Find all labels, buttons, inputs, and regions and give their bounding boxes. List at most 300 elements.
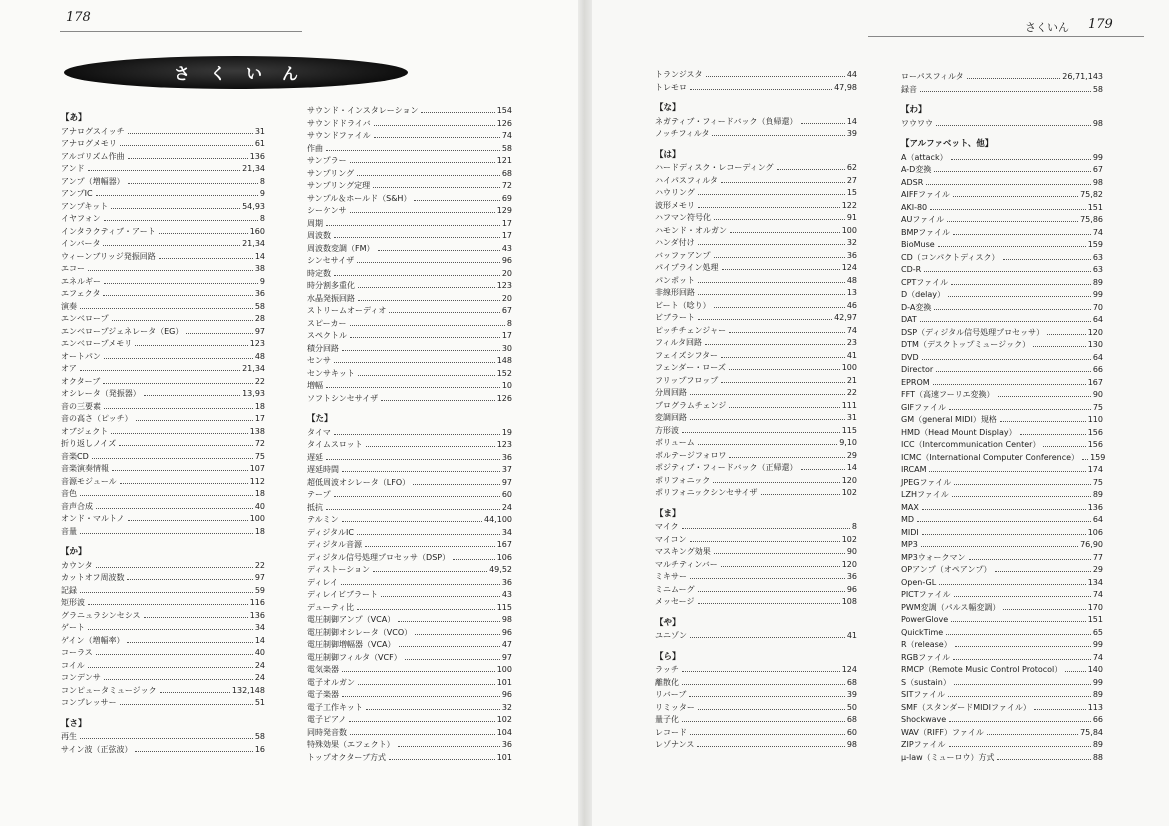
- index-entry: [61, 176, 265, 189]
- dot-leader: [104, 220, 258, 221]
- index-term: 抵抗: [307, 502, 323, 512]
- index-entry: [307, 627, 512, 640]
- index-entry: [655, 200, 857, 213]
- index-page-ref: 101: [496, 752, 512, 762]
- index-page-ref: 21,34: [242, 164, 265, 173]
- dot-leader: [955, 646, 1091, 647]
- index-term: MIDI: [901, 527, 919, 537]
- dot-leader: [358, 375, 495, 376]
- dot-leader: [930, 209, 1086, 210]
- dot-leader: [358, 684, 495, 685]
- index-page-ref: 14: [846, 116, 857, 126]
- index-page-ref: 21,34: [242, 364, 265, 373]
- index-entry: [61, 301, 265, 314]
- index-term: アンプキット: [61, 201, 109, 211]
- index-entry: [901, 364, 1103, 377]
- index-entry: [307, 230, 512, 243]
- index-page-ref: 100: [841, 225, 857, 235]
- dot-leader: [698, 603, 840, 604]
- index-term: ノッチフィルタ: [655, 129, 710, 138]
- index-page-ref: 122: [841, 200, 857, 210]
- index-page-ref: 97: [254, 326, 265, 336]
- dot-leader: [342, 521, 482, 522]
- index-page-ref: 107: [249, 464, 265, 473]
- index-entry: [307, 464, 512, 477]
- right-header-label: さくいん: [1025, 21, 1069, 34]
- index-term: レコード: [655, 727, 687, 737]
- index-entry: [307, 168, 512, 181]
- index-term: 積分回路: [307, 343, 339, 353]
- index-page-ref: 64: [1092, 315, 1103, 324]
- index-page-ref: 58: [254, 301, 265, 311]
- index-term: CD（コンパクトディスク）: [901, 252, 1000, 262]
- index-page-ref: 75,82: [1080, 190, 1103, 199]
- dot-leader: [357, 262, 500, 263]
- dot-leader: [144, 617, 248, 618]
- dot-leader: [938, 246, 1086, 247]
- dot-leader: [987, 734, 1078, 735]
- index-term: CPTファイル: [901, 277, 949, 287]
- index-page-ref: 100: [249, 514, 265, 523]
- dot-leader: [924, 271, 1091, 272]
- index-term: フリップフロップ: [655, 375, 719, 385]
- dot-leader: [697, 746, 844, 747]
- dot-leader: [1020, 434, 1086, 435]
- dot-leader: [135, 751, 252, 752]
- dot-leader: [801, 469, 845, 470]
- index-entry: [61, 744, 265, 757]
- index-term: ディレイ: [307, 577, 338, 587]
- index-entry: [307, 452, 512, 465]
- index-term: アンプIC: [61, 189, 93, 198]
- index-term: OPアンプ（オペアンプ）: [901, 565, 992, 574]
- index-term: 折り返しノイズ: [61, 439, 117, 448]
- index-entry: [901, 152, 1103, 165]
- index-page-ref: 89: [1092, 277, 1103, 287]
- index-entry: [901, 477, 1103, 490]
- index-entry: [61, 188, 265, 201]
- dot-leader: [399, 646, 500, 647]
- index-entry: [307, 368, 512, 381]
- index-term: GM（general MIDI）規格: [901, 415, 997, 424]
- index-entry: [307, 380, 512, 393]
- index-entry: [655, 300, 857, 313]
- index-entry: [307, 393, 512, 406]
- index-page-ref: 15: [846, 188, 857, 197]
- index-term: アルゴリズム作曲: [61, 151, 125, 161]
- section-heading: 【ら】: [655, 651, 681, 662]
- index-term: LZHファイル: [901, 490, 949, 499]
- dot-leader: [414, 200, 499, 201]
- dot-leader: [953, 234, 1091, 235]
- index-entry: [655, 630, 857, 643]
- index-entry: [61, 238, 265, 251]
- book-gutter: [578, 0, 592, 826]
- index-entry: [61, 476, 265, 489]
- dot-leader: [690, 578, 845, 579]
- dot-leader: [698, 207, 840, 208]
- index-term: 音源モジュール: [61, 476, 117, 486]
- index-entry: [307, 130, 512, 143]
- index-term: エンベロープジェネレータ（EG）: [61, 326, 184, 336]
- index-page-ref: 77: [1092, 552, 1103, 562]
- index-term: 非線形回路: [655, 288, 695, 297]
- dot-leader: [358, 300, 500, 301]
- index-term: 音量: [61, 526, 77, 536]
- index-entry: [901, 664, 1103, 677]
- index-term: フェンダー・ローズ: [655, 363, 726, 372]
- index-entry: [61, 376, 265, 389]
- index-term: 録音: [901, 84, 917, 94]
- dot-leader: [326, 150, 500, 151]
- index-page-ref: 17: [501, 331, 512, 340]
- index-page-ref: 75: [1092, 477, 1103, 487]
- index-term: トランジスタ: [655, 70, 703, 79]
- index-entry: [61, 585, 265, 598]
- index-entry: [655, 727, 857, 740]
- dot-leader: [334, 434, 500, 435]
- index-entry: [307, 218, 512, 231]
- index-page-ref: 174: [1087, 465, 1103, 474]
- index-term: ハイパスフィルタ: [655, 175, 718, 185]
- index-page-ref: 138: [249, 426, 265, 436]
- index-page-ref: 31: [254, 126, 265, 136]
- index-term: ハードディスク・レコーディング: [655, 163, 774, 172]
- dot-leader: [119, 445, 253, 446]
- dot-leader: [96, 195, 258, 196]
- index-entry: [61, 338, 265, 351]
- dot-leader: [995, 571, 1091, 572]
- dot-leader: [969, 559, 1091, 560]
- index-term: ディレイビブラート: [307, 590, 378, 599]
- index-entry: [307, 489, 512, 502]
- dot-leader: [112, 320, 253, 321]
- dot-leader: [730, 232, 840, 233]
- dot-leader: [342, 671, 495, 672]
- index-page-ref: 8: [506, 318, 512, 328]
- index-page-ref: 44,100: [484, 515, 512, 524]
- index-page-ref: 116: [249, 598, 265, 607]
- index-entry: [307, 318, 512, 331]
- index-entry: [901, 689, 1103, 702]
- index-page-ref: 9: [259, 276, 265, 286]
- dot-leader: [120, 145, 253, 146]
- index-term: フェイズシフター: [655, 350, 718, 360]
- index-title-banner: [64, 56, 408, 89]
- index-entry: [61, 685, 265, 698]
- index-page-ref: 136: [249, 151, 265, 161]
- dot-leader: [103, 383, 253, 384]
- dot-leader: [342, 350, 500, 351]
- dot-leader: [374, 137, 500, 138]
- dot-leader: [947, 221, 1078, 222]
- dot-leader: [80, 533, 253, 534]
- index-term: エンベロープメモリ: [61, 339, 133, 348]
- dot-leader: [350, 325, 505, 326]
- index-entry: [655, 82, 857, 95]
- index-page-ref: 101: [496, 677, 512, 687]
- dot-leader: [690, 734, 845, 735]
- index-page-ref: 8: [851, 522, 857, 531]
- index-page-ref: 120: [1087, 327, 1103, 337]
- dot-leader: [160, 692, 230, 693]
- index-term: PICTファイル: [901, 590, 951, 599]
- dot-leader: [998, 396, 1091, 397]
- index-entry: [61, 276, 265, 289]
- index-entry: [307, 589, 512, 602]
- index-page-ref: 102: [496, 715, 512, 724]
- index-page-ref: 75: [1092, 402, 1103, 412]
- dot-leader: [698, 282, 845, 283]
- index-term: 音の三要素: [61, 401, 101, 411]
- index-term: スピーカー: [307, 318, 347, 328]
- dot-leader: [714, 219, 845, 220]
- index-term: アナログスイッチ: [61, 126, 125, 136]
- index-page-ref: 26,71,143: [1062, 72, 1103, 81]
- index-entry: [307, 343, 512, 356]
- index-term: HMD（Head Mount Display）: [901, 427, 1017, 437]
- dot-leader: [949, 409, 1091, 410]
- index-term: ビート（唸り）: [655, 300, 711, 310]
- dot-leader: [936, 371, 1091, 372]
- index-term: カウンタ: [61, 560, 93, 570]
- index-term: 矩形波: [61, 598, 85, 607]
- dot-leader: [341, 584, 500, 585]
- index-term: 電圧制御フィルタ（VCF）: [307, 652, 402, 662]
- index-entry: [655, 425, 857, 438]
- index-page-ref: 22: [254, 376, 265, 386]
- dot-leader: [96, 567, 253, 568]
- dot-leader: [80, 495, 253, 496]
- index-entry: [901, 227, 1103, 240]
- index-entry: [61, 660, 265, 673]
- index-term: 音の高さ（ピッチ）: [61, 414, 133, 423]
- index-term: マイク: [655, 522, 679, 531]
- index-term: 再生: [61, 732, 77, 741]
- index-entry: [901, 602, 1103, 615]
- index-term: マイコン: [655, 534, 687, 544]
- dot-leader: [921, 546, 1078, 547]
- index-term: BioMuse: [901, 240, 935, 249]
- index-term: エンベロープ: [61, 314, 109, 323]
- index-entry: [655, 275, 857, 288]
- section-heading: 【わ】: [901, 105, 927, 115]
- index-entry: [901, 739, 1103, 752]
- index-term: テルミン: [307, 515, 339, 524]
- dot-leader: [698, 194, 845, 195]
- index-term: 周期: [307, 218, 323, 228]
- index-entry: [655, 400, 857, 413]
- index-page-ref: 40: [254, 648, 265, 657]
- index-term: 量子化: [655, 715, 679, 724]
- index-term: ポリフォニックシンセサイザ: [655, 488, 758, 497]
- index-page-ref: 74: [1092, 227, 1103, 237]
- dot-leader: [954, 684, 1091, 685]
- index-entry: [655, 312, 857, 325]
- index-entry: [901, 302, 1103, 315]
- index-term: ディジタル音源: [307, 540, 363, 549]
- index-page-ref: 37: [501, 465, 512, 474]
- index-entry: [901, 389, 1103, 402]
- dot-leader: [453, 559, 495, 560]
- index-entry: [61, 560, 265, 573]
- index-page-ref: 68: [846, 715, 857, 724]
- section-heading: 【か】: [61, 547, 87, 557]
- index-term: トップオクターブ方式: [307, 752, 386, 762]
- index-entry: [901, 327, 1103, 340]
- index-entry: [901, 84, 1103, 97]
- dot-leader: [378, 250, 500, 251]
- index-term: DTM（デスクトップミュージック）: [901, 340, 1031, 349]
- index-entry: [61, 388, 265, 401]
- dot-leader: [682, 721, 845, 722]
- index-page-ref: 124: [841, 263, 857, 272]
- index-page-ref: 140: [1087, 665, 1103, 674]
- index-term: オクターブ: [61, 376, 101, 386]
- index-page-ref: 60: [846, 727, 857, 737]
- index-page-ref: 48: [254, 351, 265, 361]
- index-page-ref: 41: [846, 350, 857, 360]
- dot-leader: [954, 596, 1091, 597]
- index-page-ref: 123: [496, 440, 512, 449]
- index-page-ref: 136: [1087, 502, 1103, 512]
- index-entry: [655, 521, 857, 534]
- index-term: 遅延時間: [307, 465, 339, 474]
- index-entry: [655, 128, 857, 141]
- index-page-ref: 110: [1087, 415, 1103, 424]
- dot-leader: [103, 245, 240, 246]
- left-header-rule: [60, 31, 302, 32]
- index-page-ref: 28: [254, 314, 265, 323]
- index-page-ref: 152: [496, 368, 512, 378]
- dot-leader: [120, 704, 253, 705]
- index-term: サンプラー: [307, 156, 347, 165]
- index-entry: [901, 439, 1103, 452]
- index-term: ハウリング: [655, 188, 695, 197]
- index-term: 電圧制御アンプ（VCA）: [307, 615, 396, 624]
- index-page-ref: 99: [1092, 152, 1103, 162]
- index-entry: [307, 243, 512, 256]
- index-entry: [61, 288, 265, 301]
- index-page-ref: 115: [841, 425, 857, 435]
- dot-leader: [373, 187, 500, 188]
- index-entry: [901, 714, 1103, 727]
- index-entry: [655, 162, 857, 175]
- dot-leader: [705, 344, 845, 345]
- dot-leader: [357, 609, 495, 610]
- index-term: 音楽演奏情報: [61, 464, 109, 473]
- index-page-ref: 75: [254, 451, 265, 461]
- index-term: MP3: [901, 540, 918, 549]
- index-term: ワウワウ: [901, 118, 933, 128]
- dot-leader: [1065, 671, 1085, 672]
- index-page-ref: 113: [1087, 702, 1103, 712]
- index-term: サウンドドライバ: [307, 118, 371, 128]
- index-entry: [901, 514, 1103, 527]
- index-term: 電圧制御増幅器（VCA）: [307, 640, 396, 649]
- dot-leader: [88, 270, 253, 271]
- index-page-ref: 74: [1092, 652, 1103, 662]
- dot-leader: [159, 258, 253, 259]
- index-entry: [901, 464, 1103, 477]
- index-term: コーラス: [61, 648, 93, 657]
- index-page-ref: 69: [501, 193, 512, 203]
- index-term: インタラクティブ・アート: [61, 226, 156, 236]
- section-heading: 【あ】: [61, 113, 87, 123]
- index-entry: [655, 187, 857, 200]
- index-term: 特殊効果（エフェクト）: [307, 740, 395, 749]
- index-page-ref: 151: [1087, 615, 1103, 624]
- index-term: メッセージ: [655, 597, 695, 606]
- index-term: サンプリング定理: [307, 181, 371, 190]
- index-term: 電子工作キット: [307, 702, 363, 712]
- index-entry: [655, 546, 857, 559]
- dot-leader: [357, 175, 500, 176]
- index-entry: [655, 362, 857, 375]
- index-entry: [901, 627, 1103, 640]
- index-entry: [61, 463, 265, 476]
- dot-leader: [128, 183, 258, 184]
- index-term: Shockwave: [901, 715, 947, 724]
- index-term: オンド・マルトノ: [61, 514, 125, 523]
- index-page-ref: 47: [501, 640, 512, 649]
- index-term: パイプライン処理: [655, 263, 719, 272]
- index-page-ref: 21,34: [242, 239, 265, 248]
- section-heading: 【アルファベット、他】: [901, 139, 994, 149]
- index-entry: [901, 289, 1103, 302]
- dot-leader: [1033, 346, 1086, 347]
- dot-leader: [127, 642, 252, 643]
- index-page-ref: 9: [259, 189, 265, 198]
- index-page-ref: 36: [846, 572, 857, 581]
- index-page-ref: 47,98: [834, 82, 857, 92]
- index-entry: [655, 584, 857, 597]
- index-page-ref: 64: [1092, 352, 1103, 362]
- index-page-ref: 51: [254, 698, 265, 707]
- index-term: ボリューム: [655, 438, 695, 447]
- index-entry: [307, 280, 512, 293]
- index-term: 増幅: [307, 381, 323, 390]
- index-entry: [655, 689, 857, 702]
- index-term: フィルタ回路: [655, 338, 703, 347]
- index-page-ref: 68: [501, 168, 512, 178]
- dot-leader: [948, 696, 1091, 697]
- index-term: シンセサイザ: [307, 256, 355, 265]
- index-term: ウィーンブリッジ発振回路: [61, 251, 156, 261]
- index-page-ref: 160: [249, 226, 265, 236]
- index-entry: [901, 539, 1103, 552]
- index-term: PowerGlove: [901, 615, 949, 624]
- index-entry: [307, 652, 512, 665]
- index-page-ref: 24: [501, 502, 512, 512]
- index-entry: [655, 664, 857, 677]
- dot-leader: [350, 162, 495, 163]
- index-term: ピッチチェンジャー: [655, 325, 727, 335]
- index-entry: [61, 251, 265, 264]
- index-entry: [655, 739, 857, 752]
- dot-leader: [342, 696, 500, 697]
- index-term: 音声合成: [61, 501, 93, 511]
- dot-leader: [682, 432, 840, 433]
- index-entry: [655, 262, 857, 275]
- dot-leader: [926, 184, 1091, 185]
- index-entry: [655, 437, 857, 450]
- dot-leader: [714, 553, 845, 554]
- index-entry: [307, 477, 512, 490]
- index-page-ref: 50: [846, 702, 857, 712]
- dot-leader: [374, 125, 495, 126]
- index-entry: [901, 502, 1103, 515]
